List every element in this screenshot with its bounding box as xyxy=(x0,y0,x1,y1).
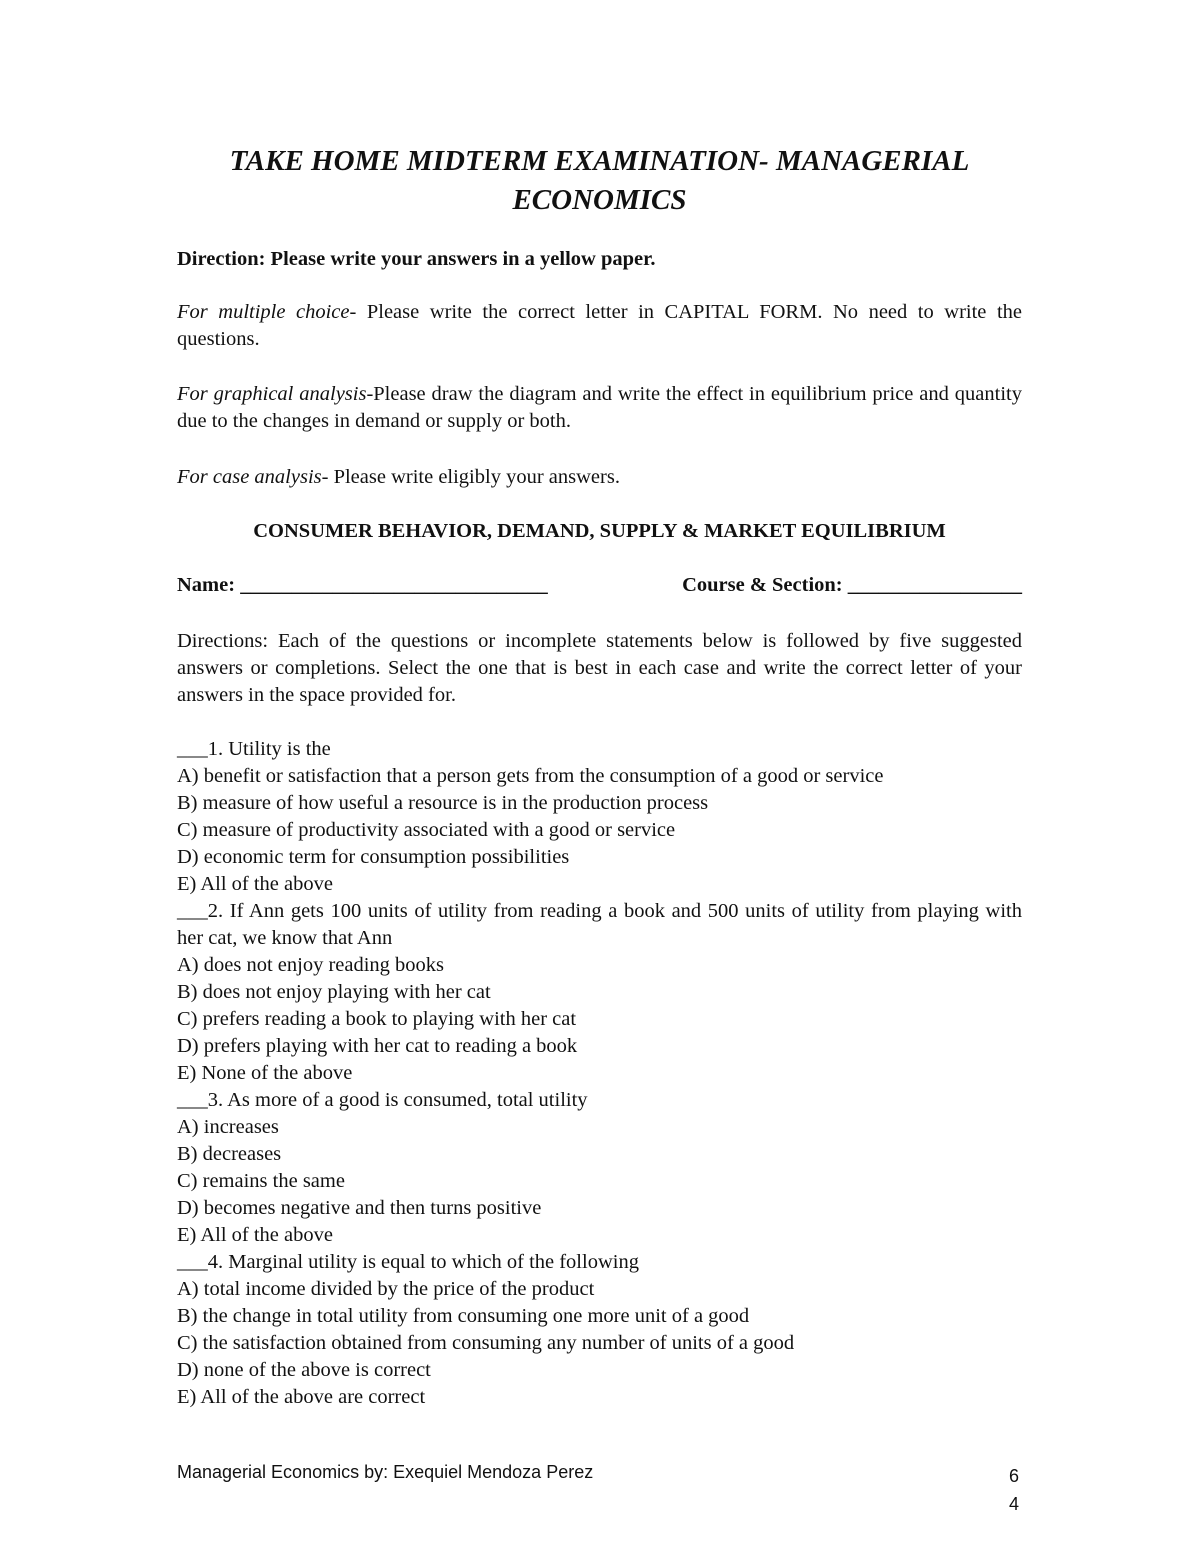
instruction-label: For multiple choice- xyxy=(177,301,357,323)
answer-option: E) All of the above xyxy=(177,1224,333,1246)
instruction-label: For graphical analysis- xyxy=(177,383,374,405)
instruction-text: Please write the correct letter in CAPITAL FORM. No need to write the questions. xyxy=(177,301,1022,350)
instruction-multiple-choice xyxy=(177,299,1022,353)
answer-option: B) measure of how useful a resource is in the production process xyxy=(177,792,709,814)
answer-option: A) total income divided by the price of the product xyxy=(177,1278,595,1300)
answer-option: A) increases xyxy=(177,1116,279,1138)
instruction-case-analysis xyxy=(177,464,1022,491)
title-line-1: TAKE HOME MIDTERM EXAMINATION- MANAGERIAL xyxy=(229,145,970,177)
instruction-label: For case analysis- xyxy=(177,466,329,488)
answer-option: B) decreases xyxy=(177,1143,282,1165)
course-section-field[interactable] xyxy=(682,572,1022,599)
direction-statement: Direction: Please write your answers in a yellow paper. xyxy=(177,248,656,270)
instruction-text: Please write eligibly your answers. xyxy=(328,466,620,488)
page-title xyxy=(177,142,1022,220)
answer-option: C) measure of productivity associated with a good or service xyxy=(177,819,676,841)
question-1 xyxy=(177,736,1022,898)
answer-option: E) None of the above xyxy=(177,1062,353,1084)
page-number-digit: 4 xyxy=(1008,1494,1019,1514)
answer-option: E) All of the above xyxy=(177,873,333,895)
page-number-digit: 6 xyxy=(1008,1466,1019,1486)
question-list xyxy=(177,736,1022,1411)
answer-option: C) prefers reading a book to playing with her cat xyxy=(177,1008,577,1030)
answer-option: A) does not enjoy reading books xyxy=(177,954,445,976)
answer-option: B) the change in total utility from consuming one more unit of a good xyxy=(177,1305,750,1327)
question-2 xyxy=(177,898,1022,1087)
course-section-blank[interactable]: _________________ xyxy=(847,574,1022,596)
question-stem: ___4. Marginal utility is equal to which of the following xyxy=(177,1251,639,1273)
answer-option: D) economic term for consumption possibilities xyxy=(177,846,570,868)
answer-option: D) becomes negative and then turns positive xyxy=(177,1197,542,1219)
title-line-2: ECONOMICS xyxy=(512,184,687,216)
answer-option: A) benefit or satisfaction that a person gets from the consumption of a good or service xyxy=(177,765,884,787)
instruction-text: Please draw the diagram and write the effect in equilibrium price and quantity due to the changes in demand or supply or both. xyxy=(177,383,1022,432)
directions-paragraph: Directions: Each of the questions or incomplete statements below is followed by five suggested answers or completions. Select the one that is best in each case and write the correct letter of your answers in the space provided for. xyxy=(177,630,1022,706)
answer-option: E) All of the above are correct xyxy=(177,1386,426,1408)
answer-option: C) the satisfaction obtained from consuming any number of units of a good xyxy=(177,1332,795,1354)
question-stem: ___2. If Ann gets 100 units of utility from reading a book and 500 units of utility from playing with her cat, we know that Ann xyxy=(177,900,1022,949)
footer-author: Managerial Economics by: Exequiel Mendoza Perez xyxy=(177,1462,594,1482)
name-field[interactable] xyxy=(177,572,548,599)
course-section-label: Course & Section: xyxy=(682,574,843,596)
name-blank[interactable]: ______________________________ xyxy=(240,574,548,596)
answer-option: C) remains the same xyxy=(177,1170,345,1192)
name-label: Name: xyxy=(177,574,236,596)
page-number xyxy=(1004,1462,1024,1518)
answer-option: D) prefers playing with her cat to reading a book xyxy=(177,1035,578,1057)
answer-option: B) does not enjoy playing with her cat xyxy=(177,981,491,1003)
question-stem: ___3. As more of a good is consumed, total utility xyxy=(177,1089,588,1111)
student-info-row xyxy=(177,572,1022,599)
question-4 xyxy=(177,1249,1022,1411)
question-3 xyxy=(177,1087,1022,1249)
question-stem: ___1. Utility is the xyxy=(177,738,331,760)
section-heading: CONSUMER BEHAVIOR, DEMAND, SUPPLY & MARKET EQUILIBRIUM xyxy=(253,520,946,542)
answer-option: D) none of the above is correct xyxy=(177,1359,431,1381)
instruction-graphical-analysis xyxy=(177,381,1022,435)
